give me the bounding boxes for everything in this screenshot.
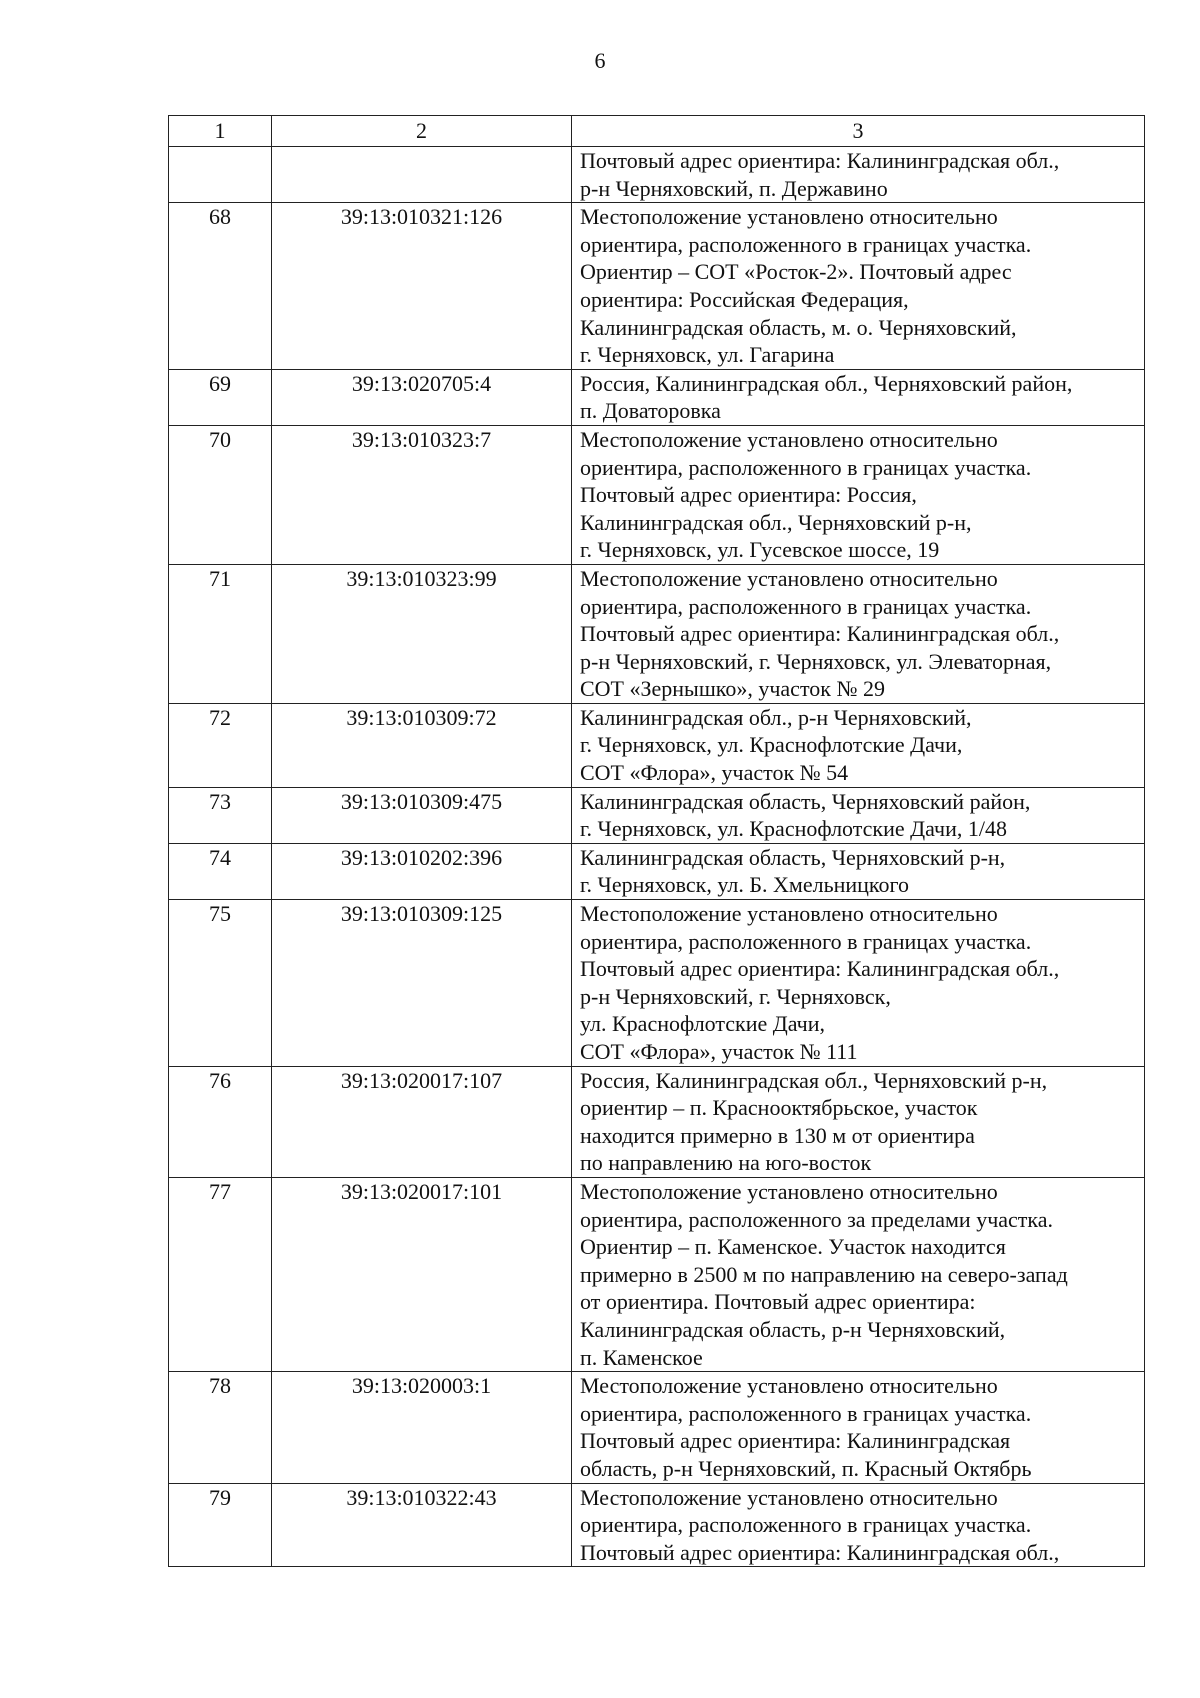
- cadastral-number: 39:13:010323:99: [272, 564, 572, 703]
- address-cell: Местоположение установлено относительно ориентира, расположенного в границах участка. Почтовый адрес ориентира: Россия, Калининградская обл., Черняховский р-н, г. Черняховск, ул. Гусевское шоссе, 19: [572, 425, 1145, 564]
- cadastral-number: 39:13:010309:72: [272, 703, 572, 787]
- address-cell: Местоположение установлено относительно ориентира, расположенного в границах участка. Почтовый адрес ориентира: Калининградская обл.,: [572, 1483, 1145, 1567]
- cadastral-number: 39:13:020017:107: [272, 1066, 572, 1177]
- cadastral-number: 39:13:010309:125: [272, 900, 572, 1067]
- cadastral-number: 39:13:010202:396: [272, 843, 572, 899]
- row-number: 71: [169, 564, 272, 703]
- table-row: [169, 369, 1145, 425]
- address-cell: Россия, Калининградская обл., Черняховский р-н, ориентир – п. Краснооктябрьское, участок находится примерно в 130 м от ориентира по направлению на юго-восток: [572, 1066, 1145, 1177]
- table-row: [169, 147, 1145, 203]
- row-number: 72: [169, 703, 272, 787]
- header-col-3: 3: [572, 116, 1145, 147]
- table-row: [169, 1177, 1145, 1371]
- table-row: [169, 564, 1145, 703]
- address-cell: Калининградская обл., р-н Черняховский, г. Черняховск, ул. Краснофлотские Дачи, СОТ «Флора», участок № 54: [572, 703, 1145, 787]
- header-col-2: 2: [272, 116, 572, 147]
- row-number: 75: [169, 900, 272, 1067]
- row-number: 73: [169, 787, 272, 843]
- row-number: 70: [169, 425, 272, 564]
- land-plots-table: [168, 115, 1145, 1567]
- address-cell: Калининградская область, Черняховский р-н, г. Черняховск, ул. Б. Хмельницкого: [572, 843, 1145, 899]
- cadastral-number: 39:13:010309:475: [272, 787, 572, 843]
- row-number: 76: [169, 1066, 272, 1177]
- row-number: 77: [169, 1177, 272, 1371]
- row-number: 69: [169, 369, 272, 425]
- table-row: [169, 900, 1145, 1067]
- address-cell: Местоположение установлено относительно ориентира, расположенного в границах участка. Почтовый адрес ориентира: Калининградская область, р-н Черняховский, п. Красный Октябрь: [572, 1372, 1145, 1483]
- table-row: [169, 1066, 1145, 1177]
- address-cell: Россия, Калининградская обл., Черняховский район, п. Доваторовка: [572, 369, 1145, 425]
- row-number: 79: [169, 1483, 272, 1567]
- row-number: 78: [169, 1372, 272, 1483]
- address-cell: Местоположение установлено относительно ориентира, расположенного в границах участка. Ориентир – СОТ «Росток-2». Почтовый адрес ориентира: Российская Федерация, Калининградская область, м. о. Черняховский, г. Черняховск, ул. Гагарина: [572, 203, 1145, 370]
- cadastral-number: 39:13:020003:1: [272, 1372, 572, 1483]
- row-number: 68: [169, 203, 272, 370]
- cadastral-number: 39:13:020017:101: [272, 1177, 572, 1371]
- table-row: [169, 425, 1145, 564]
- cadastral-number: 39:13:010321:126: [272, 203, 572, 370]
- cadastral-number: 39:13:020705:4: [272, 369, 572, 425]
- table-body: [169, 147, 1145, 1567]
- address-cell: Почтовый адрес ориентира: Калининградская обл., р-н Черняховский, п. Державино: [572, 147, 1145, 203]
- row-number: [169, 147, 272, 203]
- table-row: [169, 703, 1145, 787]
- table-row: [169, 1372, 1145, 1483]
- header-col-1: 1: [169, 116, 272, 147]
- address-cell: Местоположение установлено относительно ориентира, расположенного в границах участка. Почтовый адрес ориентира: Калининградская обл., р-н Черняховский, г. Черняховск, ул. Элеваторная, СОТ «Зернышко», участок № 29: [572, 564, 1145, 703]
- cadastral-number: 39:13:010322:43: [272, 1483, 572, 1567]
- table-row: [169, 787, 1145, 843]
- table-row: [169, 1483, 1145, 1567]
- address-cell: Местоположение установлено относительно ориентира, расположенного в границах участка. Почтовый адрес ориентира: Калининградская обл., р-н Черняховский, г. Черняховск, ул. Краснофлотские Дачи, СОТ «Флора», участок № 111: [572, 900, 1145, 1067]
- row-number: 74: [169, 843, 272, 899]
- table-header-row: [169, 116, 1145, 147]
- table-row: [169, 203, 1145, 370]
- table-row: [169, 843, 1145, 899]
- address-cell: Калининградская область, Черняховский район, г. Черняховск, ул. Краснофлотские Дачи, 1/48: [572, 787, 1145, 843]
- cadastral-number: [272, 147, 572, 203]
- address-cell: Местоположение установлено относительно ориентира, расположенного за пределами участка. Ориентир – п. Каменское. Участок находится примерно в 2500 м по направлению на северо-запад от ориентира. Почтовый адрес ориентира: Калининградская область, р-н Черняховский, п. Каменское: [572, 1177, 1145, 1371]
- page-number: 6: [594, 48, 606, 73]
- cadastral-number: 39:13:010323:7: [272, 425, 572, 564]
